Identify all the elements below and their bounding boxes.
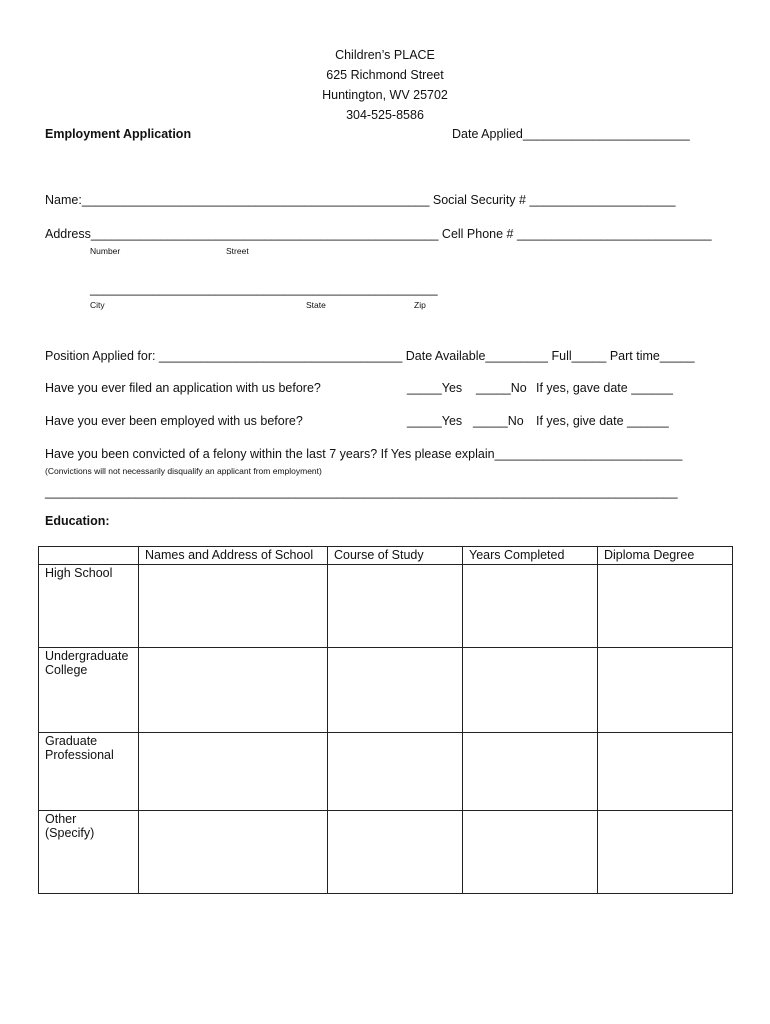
row-label [39, 811, 139, 894]
q1-date-field[interactable]: If yes, gave date ______ [536, 381, 673, 395]
course-cell[interactable] [328, 733, 463, 811]
date-applied-field[interactable]: Date Applied________________________ [452, 127, 690, 141]
row-label [39, 733, 139, 811]
question-filed-before: Have you ever filed an application with us before? [45, 381, 321, 395]
q1-yes-field[interactable]: _____Yes [407, 381, 463, 395]
address-zip-caption: Zip [414, 300, 426, 310]
table-row [39, 565, 733, 648]
question-felony[interactable]: Have you been convicted of a felony within the last 7 years? If Yes please explain___________________________ [45, 447, 683, 461]
row-label-line2: Professional [45, 748, 114, 762]
company-phone: 304-525-8586 [346, 108, 424, 122]
diploma-cell[interactable] [598, 648, 733, 733]
course-cell[interactable] [328, 648, 463, 733]
row-label-line1: Other [45, 812, 77, 826]
row-label-line2: College [45, 663, 88, 677]
q2-date-field[interactable]: If yes, give date ______ [536, 414, 669, 428]
education-table [38, 546, 733, 894]
company-street: 625 Richmond Street [326, 68, 444, 82]
school-cell[interactable] [139, 648, 328, 733]
school-cell[interactable] [139, 565, 328, 648]
felony-note: (Convictions will not necessarily disqualify an applicant from employment) [45, 466, 322, 476]
q2-yes-field[interactable]: _____Yes [407, 414, 463, 428]
header-school: Names and Address of School [139, 547, 328, 565]
company-name: Children’s PLACE [335, 48, 435, 62]
education-heading: Education: [45, 514, 110, 528]
address-city-caption: City [90, 300, 105, 310]
header-diploma: Diploma Degree [598, 547, 733, 565]
diploma-cell[interactable] [598, 733, 733, 811]
form-title: Employment Application [45, 127, 192, 141]
row-label [39, 565, 139, 648]
course-cell[interactable] [328, 565, 463, 648]
position-line[interactable]: Position Applied for: ___________________________________ Date Available_________ Full_____ Part time_____ [45, 349, 695, 363]
years-cell[interactable] [463, 811, 598, 894]
header-blank [39, 547, 139, 565]
row-label [39, 648, 139, 733]
address-line-2[interactable]: __________________________________________________ [90, 282, 438, 296]
question-employed-before: Have you ever been employed with us before? [45, 414, 303, 428]
header-years: Years Completed [463, 547, 598, 565]
years-cell[interactable] [463, 565, 598, 648]
school-cell[interactable] [139, 733, 328, 811]
years-cell[interactable] [463, 733, 598, 811]
diploma-cell[interactable] [598, 811, 733, 894]
years-cell[interactable] [463, 648, 598, 733]
address-state-caption: State [306, 300, 326, 310]
address-number-caption: Number [90, 246, 121, 256]
row-label-line1: Undergraduate [45, 649, 129, 663]
row-label-line1: High School [45, 566, 113, 580]
row-label-line1: Graduate [45, 734, 98, 748]
table-header-row [39, 547, 733, 565]
table-row [39, 811, 733, 894]
q1-no-field[interactable]: _____No [476, 381, 527, 395]
table-row [39, 733, 733, 811]
address-phone-line[interactable]: Address__________________________________________________ Cell Phone # ____________________________ [45, 227, 712, 241]
name-ssn-line[interactable]: Name:__________________________________________________ Social Security # _____________________ [45, 193, 676, 207]
header-course: Course of Study [328, 547, 463, 565]
address-street-caption: Street [226, 246, 249, 256]
felony-explain-line[interactable]: ___________________________________________________________________________________________ [45, 485, 678, 499]
q2-no-field[interactable]: _____No [473, 414, 524, 428]
table-row [39, 648, 733, 733]
company-city: Huntington, WV 25702 [322, 88, 448, 102]
school-cell[interactable] [139, 811, 328, 894]
row-label-line2: (Specify) [45, 826, 95, 840]
diploma-cell[interactable] [598, 565, 733, 648]
course-cell[interactable] [328, 811, 463, 894]
